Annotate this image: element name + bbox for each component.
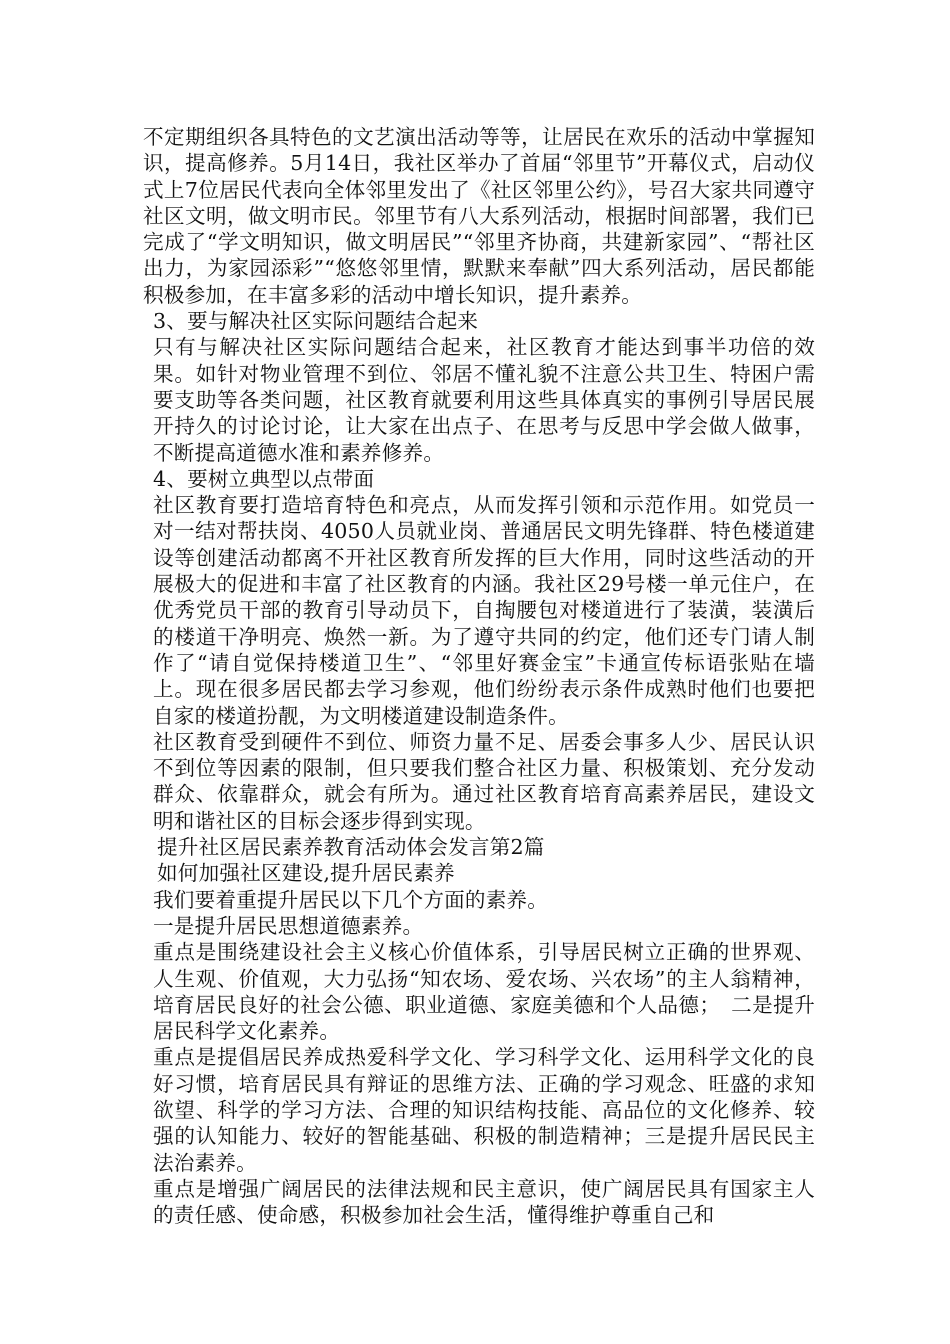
paragraph-limitations: 社区教育受到硬件不到位、师资力量不足、居委会事多人少、居民认识不到位等因素的限制，但只要我们整合社区力量、积极策划、充分发动群众、依靠群众，就会有所为。通过社区教育培育高素养居民，建设文明和谐社区的目标会逐步得到实现。 xyxy=(153,729,815,833)
paragraph-intro-aspects: 我们要着重提升居民以下几个方面的素养。 xyxy=(153,887,549,912)
heading-aspect-1: 一是提升居民思想道德素养。 xyxy=(153,913,424,938)
paragraph-typical-examples: 社区教育要打造培育特色和亮点，从而发挥引领和示范作用。如党员一对一结对帮扶岗、4050人员就业岗、普通居民文明先锋群、特色楼道建设等创建活动都离不开社区教育所发挥的巨大作用，同时这些活动的开展极大的促进和丰富了社区教育的内涵。我社区29号楼一单元住户，在优秀党员干部的教育引导动员下，自掏腰包对楼道进行了装潢，装潢后的楼道干净明亮、焕然一新。为了遵守共同的约定，他们还专门请人制作了“请自觉保持楼道卫生”、“邻里好赛金宝”卡通宣传标语张贴在墙上。现在很多居民都去学习参观，他们纷纷表示条件成熟时他们也要把自家的楼道扮靓，为文明楼道建设制造条件。 xyxy=(153,493,815,728)
document-page xyxy=(143,124,815,1228)
paragraph-practical-problems: 只有与解决社区实际问题结合起来，社区教育才能达到事半功倍的效果。如针对物业管理不到位、邻居不懂礼貌不注意公共卫生、特困户需要支助等各类问题，社区教育就要利用这些具体真实的事例引导居民展开持久的讨论讨论，让大家在出点子、在思考与反思中学会做人做事，不断提高道德水准和素养修养。 xyxy=(153,335,815,465)
paragraph-law-focus: 重点是增强广阔居民的法律法规和民主意识，使广阔居民具有国家主人的责任感、使命感，积极参加社会生活，懂得维护尊重自己和 xyxy=(153,1176,815,1228)
heading-point-3: 3、要与解决社区实际问题结合起来 xyxy=(153,309,479,334)
heading-how-to-strengthen: 如何加强社区建设,提升居民素养 xyxy=(157,861,455,886)
paragraph-moral-focus: 重点是围绕建设社会主义核心价值体系，引导居民树立正确的世界观、人生观、价值观，大力弘扬“知农场、爱农场、兴农场”的主人翁精神，培育居民良好的社会公德、职业道德、家庭美德和个人品德； 二是提升居民科学文化素养。 xyxy=(153,940,815,1044)
heading-article-2: 提升社区居民素养教育活动体会发言第2篇 xyxy=(157,835,545,860)
paragraph-activities: 不定期组织各具特色的文艺演出活动等等，让居民在欢乐的活动中掌握知识，提高修养。5月14日，我社区举办了首届“邻里节”开幕仪式，启动仪式上7位居民代表向全体邻里发出了《社区邻里公约》，号召大家共同遵守社区文明，做文明市民。邻里节有八大系列活动，根据时间部署，我们已完成了“学文明知识，做文明居民”“邻里齐协商，共建新家园”、“帮社区出力，为家园添彩”“悠悠邻里情，默默来奉献”四大系列活动，居民都能积极参加，在丰富多彩的活动中增长知识，提升素养。 xyxy=(143,125,815,307)
paragraph-science-focus: 重点是提倡居民养成热爱科学文化、学习科学文化、运用科学文化的良好习惯，培育居民具有辩证的思维方法、正确的学习观念、旺盛的求知欲望、科学的学习方法、合理的知识结构技能、高品位的文化修养、较强的认知能力、较好的智能基础、积极的制造精神；三是提升居民民主法治素养。 xyxy=(153,1045,815,1175)
heading-point-4: 4、要树立典型以点带面 xyxy=(153,466,375,491)
